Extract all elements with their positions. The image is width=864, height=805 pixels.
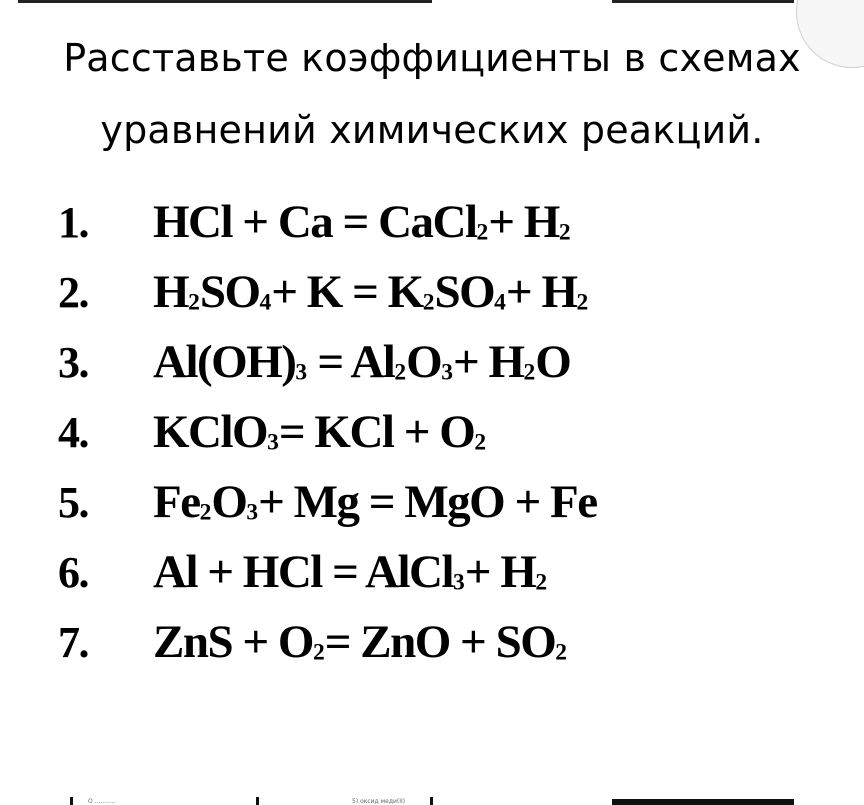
task-title-line-2: уравнений химических реакций.: [100, 108, 764, 152]
equation-text: KClO$_3$= KCl + $O_2$: [153, 406, 487, 458]
equation-row: [58, 195, 597, 265]
equation-row: [58, 475, 597, 545]
equation-row: [58, 405, 597, 475]
footer-tick: [256, 797, 259, 805]
footer-center-text: 5) оксид меди(II): [352, 798, 406, 805]
equation-text: $Al(OH)_3 = Al_2O_3+ H_2O$: [153, 336, 571, 388]
top-rule-right: [612, 0, 794, 3]
equation-number: 7.: [58, 618, 88, 667]
equation-number: 5.: [58, 478, 88, 527]
equation-text: $Fe_2O_3+ Mg$ = MgO + Fe: [153, 476, 597, 528]
equation-number: 6.: [58, 548, 88, 597]
equation-row: [58, 265, 597, 335]
equation-number: 2.: [58, 268, 88, 317]
equation-number: 1.: [58, 198, 88, 247]
equation-row: [58, 335, 597, 405]
footer-left-text: О ...........: [88, 798, 116, 805]
cropped-footer: [0, 795, 864, 805]
equation-text: HCl + Ca = CaCl$_2$+ $H_2$: [153, 196, 571, 248]
footer-tick: [430, 797, 433, 805]
equation-number: 4.: [58, 408, 88, 457]
task-title: [0, 22, 864, 166]
equation-row: [58, 545, 597, 615]
top-rule-left: [18, 0, 432, 3]
equation-text: Al + HCl = AlCl$_3$+ $H_2$: [153, 546, 548, 598]
footer-tick: [70, 797, 73, 805]
equation-list: [58, 195, 597, 685]
footer-bar: [612, 799, 794, 805]
equation-number: 3.: [58, 338, 88, 387]
equation-text: ZnS + $O_2=$ ZnO + $SO_2$: [153, 616, 568, 668]
equation-text: $H_2SO_4+ K = K_2SO_4+ H_2$: [153, 266, 589, 318]
task-title-line-1: Расставьте коэффициенты в схемах: [63, 36, 801, 80]
equation-row: [58, 615, 597, 685]
